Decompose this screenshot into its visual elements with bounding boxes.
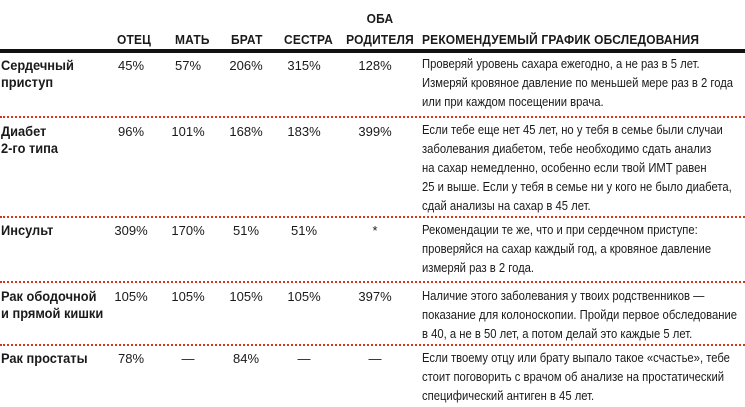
value-sister: 315% <box>287 58 321 73</box>
recommendation: Проверяй уровень сахара ежегодно, а не раз в 5 лет. Измеряй кровяное давление по меньшей мере раз в 2 года или при каждом посещении врача. <box>422 57 734 109</box>
value-sister: 51% <box>290 223 318 238</box>
header-brother: БРАТ <box>231 32 263 47</box>
row-separator <box>0 116 745 118</box>
value-brother: 105% <box>229 289 263 304</box>
value-sister: 105% <box>287 289 321 304</box>
header-both-line2: РОДИТЕЛЯ <box>346 32 414 47</box>
value-mother: 57% <box>174 58 202 73</box>
value-father: 78% <box>117 351 145 366</box>
disease-name: Сердечный приступ <box>1 58 74 90</box>
value-both: 128% <box>358 58 392 73</box>
value-sister: — <box>297 351 311 366</box>
header-father: ОТЕЦ <box>117 32 152 47</box>
value-both: 397% <box>358 289 392 304</box>
value-father: 309% <box>114 223 148 238</box>
disease-name: Рак простаты <box>1 351 88 366</box>
value-mother: 105% <box>171 289 205 304</box>
recommendation: Рекомендации те же, что и при сердечном приступе: проверяйся на сахар каждый год, а кровяное давление измеряй раз в 2 года. <box>422 223 712 275</box>
value-mother: 101% <box>171 124 205 139</box>
value-father: 105% <box>114 289 148 304</box>
row-separator <box>0 281 745 283</box>
header-rule <box>0 49 745 53</box>
header-schedule: РЕКОМЕНДУЕМЫЙ ГРАФИК ОБСЛЕДОВАНИЯ <box>422 32 700 47</box>
value-brother: 206% <box>229 58 263 73</box>
value-brother: 168% <box>229 124 263 139</box>
disease-name: Рак ободочной и прямой кишки <box>1 289 104 321</box>
value-both: — <box>368 351 382 366</box>
recommendation: Если тебе еще нет 45 лет, но у тебя в семье были случаи заболевания диабетом, тебе необходимо сдать анализ на сахар немедленно, особенно если твой ИМТ равен 25 и выше. Если у тебя в семье ни у кого не было диабета, сдай анализы на сахар в 45 лет. <box>422 123 732 213</box>
value-sister: 183% <box>287 124 321 139</box>
header-both-line1: ОБА <box>366 11 394 26</box>
recommendation: Если твоему отцу или брату выпало такое «счастье», тебе стоит поговорить с врачом об анализе на простатический специфический антиген в 45 лет. <box>422 351 730 403</box>
value-mother: — <box>181 351 195 366</box>
value-father: 45% <box>117 58 145 73</box>
header-mother: МАТЬ <box>175 32 210 47</box>
disease-name: Диабет 2-го типа <box>1 124 59 156</box>
row-separator <box>0 344 745 346</box>
disease-name: Инсульт <box>1 223 54 238</box>
value-both: 399% <box>358 124 392 139</box>
value-brother: 51% <box>232 223 260 238</box>
value-brother: 84% <box>232 351 260 366</box>
header-sister: СЕСТРА <box>284 32 333 47</box>
recommendation: Наличие этого заболевания у твоих родственников — показание для колоноскопии. Пройди первое обследование в 40, а не в 50 лет, а потом делай это каждые 5 лет. <box>422 289 738 341</box>
value-father: 96% <box>117 124 145 139</box>
row-separator <box>0 216 745 218</box>
value-both: * <box>372 223 378 238</box>
value-mother: 170% <box>171 223 205 238</box>
